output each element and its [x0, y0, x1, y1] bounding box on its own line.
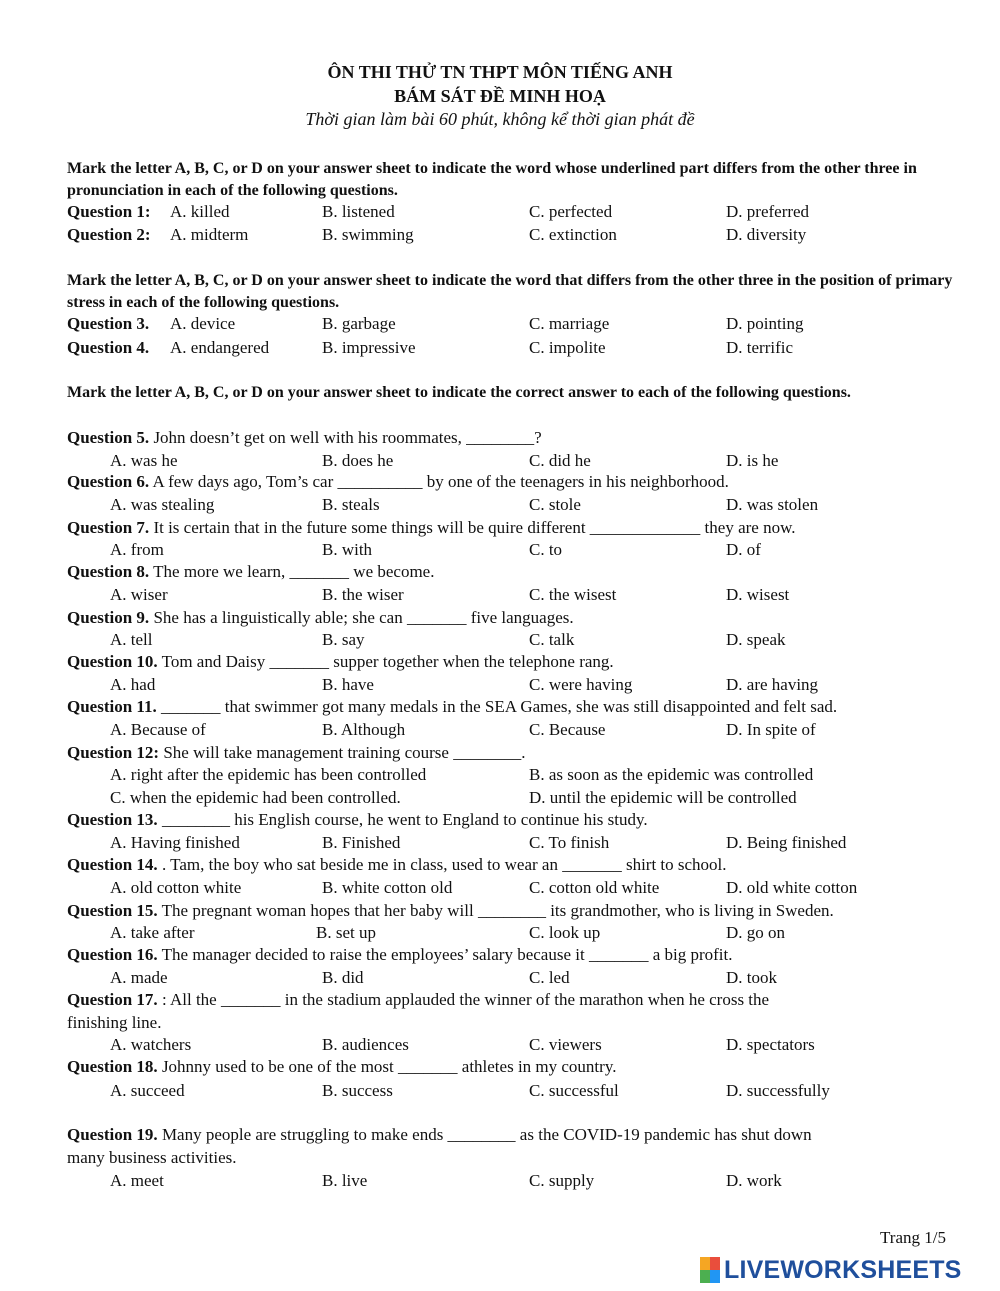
question-text: . Tam, the boy who sat beside me in class, used to wear an _______ shirt to school.	[161, 855, 727, 874]
option-b[interactable]: B. say	[322, 630, 365, 649]
option-c[interactable]: C. viewers	[529, 1035, 602, 1054]
question-label: Question 17.	[67, 990, 158, 1009]
exam-title: ÔN THI THỬ TN THPT MÔN TIẾNG ANH	[327, 62, 673, 82]
question-18	[67, 1056, 616, 1078]
option-b[interactable]: B. set up	[316, 923, 376, 942]
option-d[interactable]: D. are having	[726, 675, 819, 694]
question-6	[67, 471, 729, 493]
option-a[interactable]: A. Because of	[110, 720, 206, 739]
option-d[interactable]: D. until the epidemic will be controlled	[529, 788, 797, 807]
option-d[interactable]: D. work	[726, 1171, 782, 1190]
option-a[interactable]: A. watchers	[110, 1035, 192, 1054]
question-label: Question 10.	[67, 652, 158, 671]
question-label: Question 3.	[67, 314, 150, 333]
question-16	[67, 944, 733, 966]
question-text: John doesn’t get on well with his roommates, ________?	[153, 428, 542, 447]
question-label: Question 2:	[67, 225, 151, 244]
question-label: Question 9.	[67, 608, 150, 627]
option-a[interactable]: A. wiser	[110, 585, 168, 604]
option-b[interactable]: B. did	[322, 968, 364, 987]
question-14	[67, 854, 727, 876]
option-c[interactable]: C. Because	[529, 720, 606, 739]
option-c[interactable]: C. the wisest	[529, 585, 617, 604]
question-text: The manager decided to raise the employees’ salary because it _______ a big profit.	[161, 945, 733, 964]
option-d[interactable]: D. of	[726, 540, 761, 559]
option-a[interactable]: A. right after the epidemic has been controlled	[110, 765, 427, 784]
option-c[interactable]: C. talk	[529, 630, 575, 649]
question-4	[67, 337, 149, 359]
question-10	[67, 651, 614, 673]
question-label: Question 19.	[67, 1125, 158, 1144]
option-c[interactable]: C. were having	[529, 675, 633, 694]
option-c[interactable]: C. stole	[529, 495, 581, 514]
question-text: Tom and Daisy _______ supper together when the telephone rang.	[161, 652, 614, 671]
question-text: The more we learn, _______ we become.	[153, 562, 435, 581]
option-a[interactable]: A. Having finished	[110, 833, 240, 852]
option-b[interactable]: B. Finished	[322, 833, 401, 852]
option-b[interactable]: B. live	[322, 1171, 368, 1190]
question-text: The pregnant woman hopes that her baby will ________ its grandmother, who is living in Sweden.	[161, 901, 834, 920]
liveworksheets-brand[interactable]	[700, 1255, 962, 1285]
option-d[interactable]: D. go on	[726, 923, 786, 942]
option-d[interactable]: D. was stolen	[726, 495, 819, 514]
question-label: Question 11.	[67, 697, 157, 716]
question-19-continuation: many business activities.	[67, 1148, 237, 1167]
option-b[interactable]: B. steals	[322, 495, 380, 514]
option-c[interactable]: C. To finish	[529, 833, 610, 852]
option-c[interactable]: C. to	[529, 540, 563, 559]
option-b[interactable]: B. with	[322, 540, 373, 559]
option-c[interactable]: C. supply	[529, 1171, 595, 1190]
option-a[interactable]: A. made	[110, 968, 168, 987]
option-b[interactable]: B. listened	[322, 202, 395, 221]
question-text: It is certain that in the future some things will be quire different _____________ they are now.	[153, 518, 796, 537]
option-a[interactable]: A. was stealing	[110, 495, 215, 514]
option-a[interactable]: A. meet	[110, 1171, 164, 1190]
liveworksheets-logo-icon	[700, 1257, 720, 1283]
question-8	[67, 561, 434, 583]
option-c[interactable]: C. led	[529, 968, 570, 987]
page-number: Trang 1/5	[880, 1228, 946, 1247]
section-instruction-stress: Mark the letter A, B, C, or D on your answer sheet to indicate the word that differs from the other three in the position of primary stress in each of the following questions.	[67, 272, 953, 311]
question-9	[67, 607, 574, 629]
question-11	[67, 696, 837, 718]
question-12	[67, 742, 525, 764]
question-label: Question 7.	[67, 518, 150, 537]
option-a[interactable]: A. midterm	[170, 225, 249, 244]
option-d[interactable]: D. successfully	[726, 1081, 830, 1100]
option-b[interactable]: B. have	[322, 675, 374, 694]
option-b[interactable]: B. impressive	[322, 338, 416, 357]
option-c[interactable]: C. when the epidemic had been controlled.	[110, 788, 401, 807]
question-label: Question 18.	[67, 1057, 158, 1076]
option-d[interactable]: D. In spite of	[726, 720, 816, 739]
option-b[interactable]: B. swimming	[322, 225, 414, 244]
option-b[interactable]: B. the wiser	[322, 585, 404, 604]
option-d[interactable]: D. is he	[726, 451, 779, 470]
option-c[interactable]: C. did he	[529, 451, 591, 470]
option-d[interactable]: D. terrific	[726, 338, 794, 357]
option-b[interactable]: B. garbage	[322, 314, 396, 333]
option-d[interactable]: D. speak	[726, 630, 786, 649]
option-a[interactable]: A. killed	[170, 202, 230, 221]
question-text: She will take management training course ________.	[163, 743, 526, 762]
question-17	[67, 989, 769, 1011]
question-text: : All the _______ in the stadium applauded the winner of the marathon when he cross the	[161, 990, 770, 1009]
option-b[interactable]: B. does he	[322, 451, 394, 470]
question-label: Question 4.	[67, 338, 150, 357]
brand-name: LIVEWORKSHEETS	[724, 1255, 962, 1284]
question-label: Question 8.	[67, 562, 150, 581]
question-text: _______ that swimmer got many medals in the SEA Games, she was still disappointed and felt sad.	[161, 697, 838, 716]
question-13	[67, 809, 648, 831]
option-c[interactable]: C. impolite	[529, 338, 606, 357]
question-17-continuation: finishing line.	[67, 1013, 162, 1032]
option-b[interactable]: B. success	[322, 1081, 393, 1100]
option-a[interactable]: A. endangered	[170, 338, 270, 357]
option-d[interactable]: D. took	[726, 968, 777, 987]
question-label: Question 13.	[67, 810, 158, 829]
section-instruction-correct-answer: Mark the letter A, B, C, or D on your answer sheet to indicate the correct answer to each of the following questions.	[67, 384, 851, 401]
option-c[interactable]: C. successful	[529, 1081, 619, 1100]
option-c[interactable]: C. perfected	[529, 202, 613, 221]
question-label: Question 6.	[67, 472, 150, 491]
question-text: Many people are struggling to make ends ________ as the COVID-19 pandemic has shut down	[161, 1125, 812, 1144]
question-text: A few days ago, Tom’s car __________ by one of the teenagers in his neighborhood.	[152, 472, 729, 491]
option-b[interactable]: B. Although	[322, 720, 406, 739]
question-5	[67, 427, 542, 449]
question-1	[67, 201, 151, 223]
option-d[interactable]: D. diversity	[726, 225, 807, 244]
option-a[interactable]: A. take after	[110, 923, 195, 942]
question-text: ________ his English course, he went to England to continue his study.	[161, 810, 648, 829]
option-b[interactable]: B. as soon as the epidemic was controlled	[529, 765, 814, 784]
option-d[interactable]: D. pointing	[726, 314, 804, 333]
question-label: Question 14.	[67, 855, 158, 874]
option-d[interactable]: D. spectators	[726, 1035, 815, 1054]
question-label: Question 16.	[67, 945, 158, 964]
option-c[interactable]: C. cotton old white	[529, 878, 660, 897]
question-label: Question 15.	[67, 901, 158, 920]
question-7	[67, 517, 796, 539]
question-label: Question 1:	[67, 202, 151, 221]
exam-time-note: Thời gian làm bài 60 phút, không kể thời gian phát đề	[305, 109, 695, 129]
option-c[interactable]: C. extinction	[529, 225, 617, 244]
section-instruction-pronunciation: Mark the letter A, B, C, or D on your answer sheet to indicate the word whose underlined part differs from the other three in pronunciation in each of the following questions.	[67, 160, 917, 199]
option-a[interactable]: A. had	[110, 675, 156, 694]
option-a[interactable]: A. device	[170, 314, 236, 333]
option-d[interactable]: D. preferred	[726, 202, 810, 221]
option-d[interactable]: D. Being finished	[726, 833, 847, 852]
question-label: Question 12:	[67, 743, 160, 762]
option-d[interactable]: D. wisest	[726, 585, 790, 604]
option-a[interactable]: A. from	[110, 540, 164, 559]
option-b[interactable]: B. white cotton old	[322, 878, 453, 897]
question-2	[67, 224, 151, 246]
option-a[interactable]: A. was he	[110, 451, 178, 470]
option-b[interactable]: B. audiences	[322, 1035, 409, 1054]
exam-subtitle: BÁM SÁT ĐỀ MINH HOẠ	[394, 86, 606, 106]
question-text: Johnny used to be one of the most _______ athletes in my country.	[161, 1057, 617, 1076]
question-19	[67, 1124, 812, 1146]
question-text: She has a linguistically able; she can _______ five languages.	[153, 608, 574, 627]
question-15	[67, 900, 834, 922]
option-d[interactable]: D. old white cotton	[726, 878, 858, 897]
option-a[interactable]: A. tell	[110, 630, 153, 649]
option-c[interactable]: C. look up	[529, 923, 601, 942]
option-c[interactable]: C. marriage	[529, 314, 610, 333]
option-a[interactable]: A. old cotton white	[110, 878, 242, 897]
option-a[interactable]: A. succeed	[110, 1081, 185, 1100]
question-label: Question 5.	[67, 428, 150, 447]
question-3	[67, 313, 149, 335]
